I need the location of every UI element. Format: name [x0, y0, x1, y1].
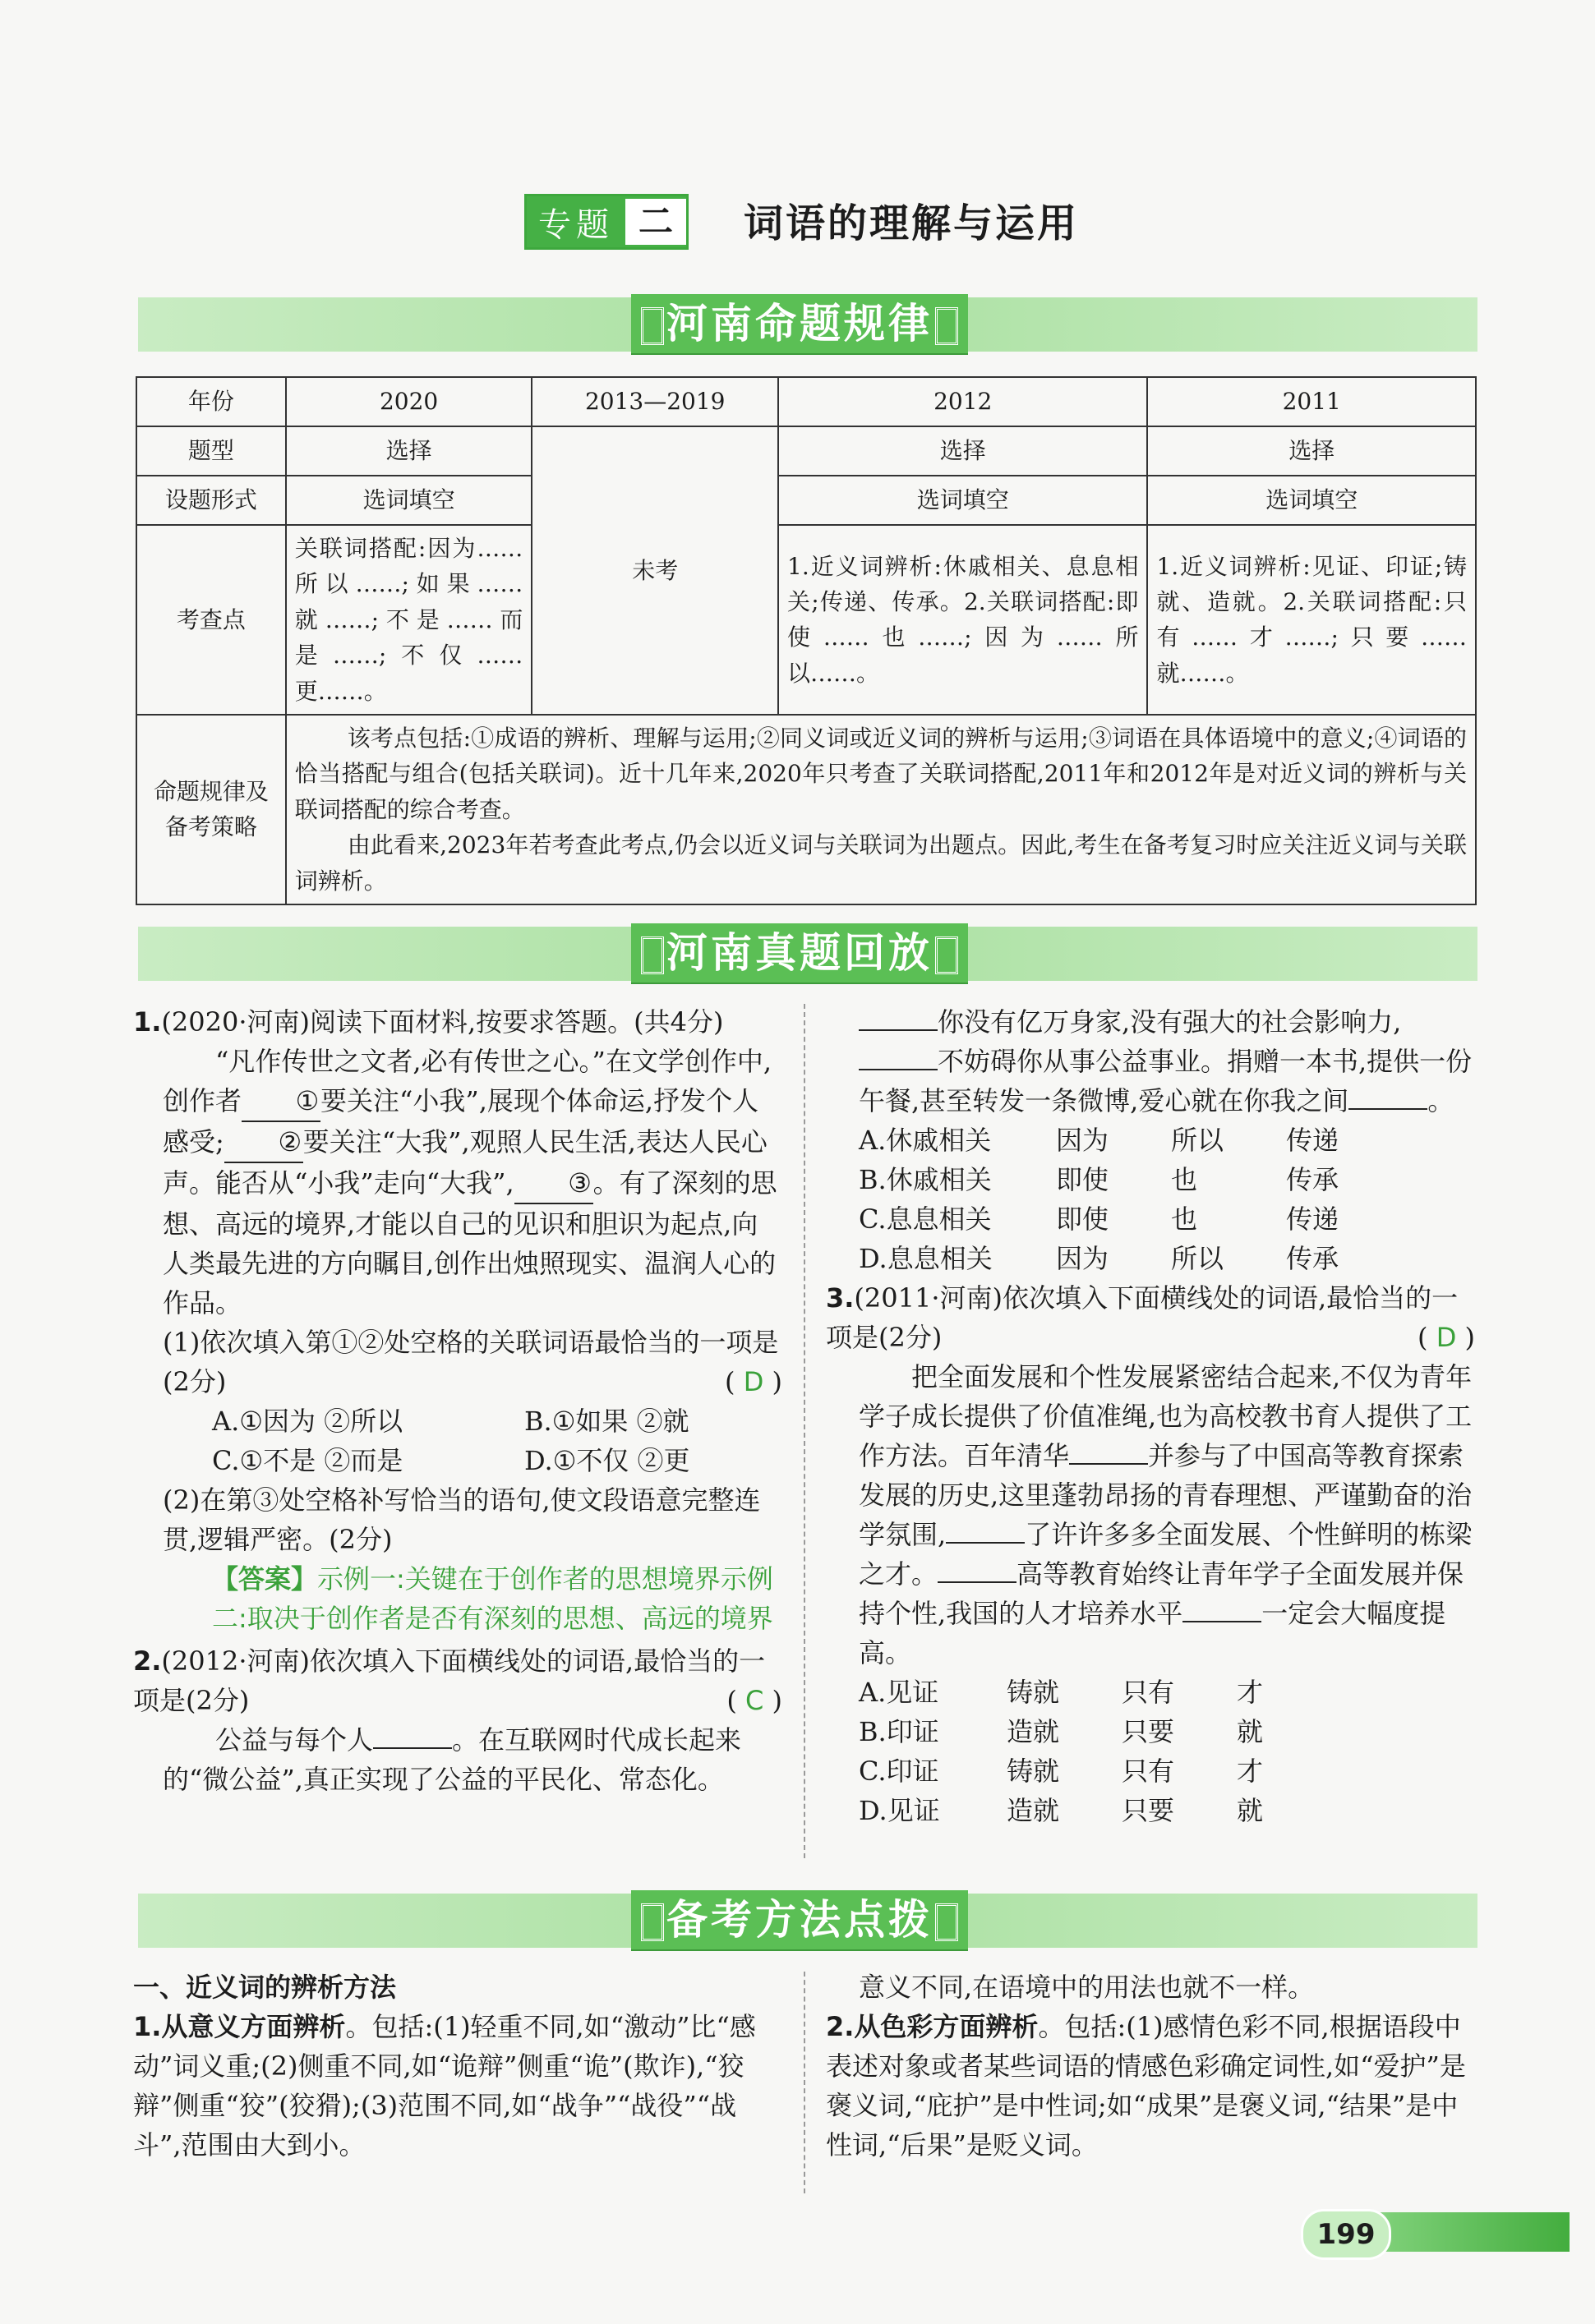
option: C.息息相关 [859, 1203, 992, 1235]
answer-letter: D [743, 1366, 764, 1397]
table-cell: 年份 [136, 377, 286, 426]
option-word: 即使 [1056, 1203, 1109, 1235]
passage-text: 不妨碍你从事公益事业。捐赠一本书,提供一份午餐,甚至转发一条微博,爱心就在你我之间 [859, 1046, 1473, 1116]
passage-text: 。有了深刻的思想、高远的境界,才能以自己的见识和胆识为起点,向人类最先进的方向瞩目,创作出烛照现实、温润人心的作品。 [163, 1167, 777, 1318]
option: D.①不仅 ②更 [524, 1445, 690, 1476]
option-word: 就 [1237, 1795, 1264, 1826]
option-word: 只有 [1122, 1677, 1175, 1708]
option: C.①不是 ②而是 [212, 1445, 403, 1476]
answer-text: 示例二:取决于创作者是否有深刻的思想、高远的境界 [212, 1563, 773, 1634]
option: A.休戚相关 [859, 1125, 992, 1156]
method-number: 2. [826, 2011, 855, 2042]
option: A.见证 [859, 1677, 939, 1708]
table-cell: 2011 [1147, 377, 1476, 426]
passage-text: 要关注“大我”,观照人民生活,表达人民心声。能否从“小我”走向“大我”, [163, 1126, 768, 1199]
option: C.印证 [859, 1756, 939, 1787]
option-word: 也 [1171, 1164, 1198, 1195]
table-cell: 选择 [286, 426, 532, 476]
banner-ornament-icon [935, 307, 958, 345]
strategy-paragraph: 该考点包括:①成语的辨析、理解与运用;②同义词或近义词的辨析与运用;③词语在具体语境中的意义;④词语的恰当搭配与组合(包括关联词)。近十几年来,2020年只考查了关联词搭配,2011年和2012年是对近义词的辨析与关联词搭配的综合考查。 [294, 724, 1467, 823]
question-head: (2012·河南)依次填入下面横线处的词语,最恰当的一项是(2分) [133, 1645, 766, 1716]
blank [1182, 1621, 1261, 1622]
method-title: 从意义方面辨析 [161, 2011, 346, 2042]
options [826, 1673, 1475, 1830]
table-cell: 2013—2019 [532, 377, 778, 426]
question-number: 2. [133, 1645, 162, 1677]
option: B.印证 [859, 1716, 939, 1747]
table-cell: 关联词搭配:因为……所以……;如果……就……;不是……而是……;不仅……更……。 [286, 525, 532, 715]
option-word: 才 [1237, 1677, 1264, 1708]
topic-label: 专题 [538, 205, 614, 244]
page-title: 词语的理解与运用 [744, 200, 1080, 246]
passage-text: 。在互联网时代成长起来的“微公益”,真正实现了公益的平民化、常态化。 [163, 1724, 742, 1795]
question-number: 3. [826, 1282, 855, 1314]
topic-badge [524, 194, 689, 250]
blank: ① [242, 1081, 320, 1122]
banner-ornament-icon [641, 1903, 664, 1941]
option-word: 就 [1237, 1716, 1264, 1747]
option-word: 铸就 [1007, 1677, 1060, 1708]
section-title-rules: 河南命题规律 [666, 300, 933, 347]
option: B.休戚相关 [859, 1164, 992, 1195]
strategy-paragraph: 由此看来,2023年若考查此考点,仍会以近义词与关联词为出题点。因此,考生在备考复习时应关注近义词与关联词辨析。 [294, 831, 1467, 895]
right-column: 你没有亿万身家,没有强大的社会影响力,不妨碍你从事公益事业。捐赠一本书,提供一份午餐,甚至转发一条微博,爱心就在你我之间 。 A.休戚相关 因为 所以 传递 B.休戚相关 即使 也 传承 C.息息相关 即使 也 传递 D.息息相关 因为 所以 传承 3.(2011·河南)依次填入下面横线处的词语,最恰当的一项是(2分) ( D ) 把全面发展和个性发展紧密结合起来,不仅为青年学子成长提供了价值准绳,也为高校教书育人提供了工作方法。百年清华 并参与了中国高等教育探索发展的历史,这里蓬勃昂扬的青春理想、严谨勤奋的治学氛围, 了许许多多全面发展、个性鲜明的栋梁之才。 高等教育始终让青年学子全面发展并保持个性,我国的人才培养水平 一定会大幅度提高。 A.见证 铸就 只有 才 B.印证 造就 只要 就 C.印证 铸就 只有 才 D.见证 造就 只要 就 [826, 1002, 1475, 1830]
method-text: 意义不同,在语境中的用法也就不一样。 [859, 1972, 1315, 2003]
left-column: 1.(2020·河南)阅读下面材料,按要求答题。(共4分) “凡作传世之文者,必有传世之心。”在文学创作中,创作者 ①要关注“小我”,展现个体命运,抒发个人感受; ②要关注“大我”,观照人民生活,表达人民心声。能否从“小我”走向“大我”, ③。有了深刻的思想、高远的境界,才能以自己的见识和胆识为起点,向人类最先进的方向瞩目,创作出烛照现实、温润人心的作品。 (1)依次填入第①②处空格的关联词语最恰当的一项是(2分) ( D ) A.①因为 ②所以 B.①如果 ②就 C.①不是 ②而是 D.①不仅 ②更 (2)在第③处空格补写恰当的语句,使文段语意完整连贯,逻辑严密。(2分) 【答案】示例一:关键在于创作者的思想境界示例二:取决于创作者是否有深刻的思想、高远的境界 2.(2012·河南)依次填入下面横线处的词语,最恰当的一项是(2分) ( C ) 公益与每个人 。在互联网时代成长起来的“微公益”,真正实现了公益的平民化、常态化。 [133, 1002, 782, 1799]
blank [1348, 1108, 1427, 1110]
option-word: 也 [1171, 1203, 1198, 1235]
option-word: 造就 [1007, 1716, 1060, 1747]
column-divider [804, 1972, 805, 2193]
option-word: 铸就 [1007, 1756, 1060, 1787]
section-banner-rules [138, 297, 1477, 352]
option-word: 造就 [1007, 1795, 1060, 1826]
passage-text: 高等教育始终让青年学子全面发展并保持个性,我国的人才培养水平 [859, 1558, 1464, 1629]
option-word: 只要 [1122, 1716, 1175, 1747]
table-cell: 1.近义词辨析:休戚相关、息息相关;传递、传承。2.关联词搭配:即使……也……;因为……所以……。 [778, 525, 1147, 715]
answer-letter: D [1436, 1322, 1457, 1353]
answer-text: 示例一:关键在于创作者的思想境界 [317, 1563, 721, 1595]
page-number: 199 [1301, 2209, 1391, 2260]
option-word: 传递 [1286, 1203, 1339, 1235]
table-cell: 选词填空 [286, 476, 532, 525]
method-number: 1. [133, 2011, 162, 2042]
method-text: 。包括:(1)感情色彩不同,根据语段中表述对象或者某些词语的情感色彩确定词性,如“爱护”是褒义词,“庇护”是中性词;如“成果”是褒义词,“结果”是中性词,“后果”是贬义词。 [826, 2011, 1466, 2161]
blank: ③ [514, 1163, 593, 1204]
option-word: 即使 [1056, 1164, 1109, 1195]
question-number: 1. [133, 1006, 162, 1038]
table-cell: 2012 [778, 377, 1147, 426]
banner-ornament-icon [641, 937, 664, 974]
passage-text: “凡作传世之文者,必有传世之心。”在文学创作中,创作者 [163, 1046, 772, 1116]
table-cell: 选择 [778, 426, 1147, 476]
section-banner-past-exams [138, 927, 1477, 981]
table-cell: 命题规律及备考策略 [136, 715, 286, 904]
option: B.①如果 ②就 [524, 1406, 689, 1437]
table-cell: 选择 [1147, 426, 1476, 476]
method-right-column [826, 1967, 1475, 2165]
option-word: 只有 [1122, 1756, 1175, 1787]
option-word: 传递 [1286, 1125, 1339, 1156]
passage-text: 你没有亿万身家,没有强大的社会影响力, [938, 1006, 1402, 1038]
options [133, 1401, 782, 1480]
blank [946, 1542, 1025, 1544]
section-title-past-exams: 河南真题回放 [666, 929, 933, 977]
table-cell [286, 715, 1476, 904]
table-cell: 1.近义词辨析:见证、印证;铸就、造就。2.关联词搭配:只有……才……;只要……就……。 [1147, 525, 1476, 715]
blank [1069, 1463, 1148, 1465]
passage-text: 要关注“小我”,展现个体命运,抒发个人感受; [163, 1085, 759, 1157]
option-word: 只要 [1122, 1795, 1175, 1826]
table-cell: 2020 [286, 377, 532, 426]
blank [859, 1069, 938, 1070]
option: D.息息相关 [859, 1243, 993, 1274]
passage-text: 公益与每个人 [215, 1724, 374, 1756]
option: A.①因为 ②所以 [212, 1406, 403, 1437]
passage-text: 了许许多多全面发展、个性鲜明的栋梁之才。 [859, 1519, 1473, 1590]
passage-text: 并参与了中国高等教育探索发展的历史,这里蓬勃昂扬的青春理想、严谨勤奋的治学氛围, [859, 1440, 1473, 1550]
banner-ornament-icon [641, 307, 664, 345]
method-left-column [133, 1967, 782, 2165]
option: D.见证 [859, 1795, 940, 1826]
passage-text: 。 [1427, 1085, 1454, 1116]
method-heading: 一、近义词的辨析方法 [133, 1972, 397, 2003]
table-cell: 题型 [136, 426, 286, 476]
options [826, 1121, 1475, 1278]
answer-letter: C [745, 1685, 764, 1716]
answer-tag: 【答案】 [212, 1563, 318, 1595]
table-cell: 考查点 [136, 525, 286, 715]
option-word: 所以 [1171, 1243, 1224, 1274]
blank [859, 1029, 938, 1031]
passage-text: 把全面发展和个性发展紧密结合起来,不仅为青年学子成长提供了价值准绳,也为高校教书育人提供了工作方法。百年清华 [859, 1361, 1473, 1471]
section-banner-methods [138, 1894, 1477, 1948]
passage-text: 一定会大幅度提高。 [859, 1598, 1446, 1668]
option-word: 才 [1237, 1756, 1264, 1787]
method-text: 。包括:(1)轻重不同,如“激动”比“感动”词义重;(2)侧重不同,如“诡辩”侧重“诡”(欺诈),“狡辩”侧重“狡”(狡猾);(3)范围不同,如“战争”“战役”“战斗”,范围由大到小。 [133, 2011, 756, 2161]
table-cell: 设题形式 [136, 476, 286, 525]
topic-number: 二 [625, 199, 686, 245]
sub-question: (1)依次填入第①②处空格的关联词语最恰当的一项是(2分) [163, 1327, 779, 1397]
column-divider [804, 1004, 805, 1858]
option-word: 传承 [1286, 1243, 1339, 1274]
option-word: 所以 [1171, 1125, 1224, 1156]
exam-rules-table [136, 376, 1477, 905]
table-cell: 选词填空 [1147, 476, 1476, 525]
table-cell: 未考 [532, 426, 778, 715]
section-title-methods: 备考方法点拨 [666, 1896, 933, 1944]
option-word: 传承 [1286, 1164, 1339, 1195]
blank [373, 1747, 452, 1749]
banner-ornament-icon [935, 1903, 958, 1941]
blank [938, 1581, 1016, 1583]
option-word: 因为 [1056, 1243, 1109, 1274]
question-head: (2011·河南)依次填入下面横线处的词语,最恰当的一项是(2分) [826, 1282, 1459, 1353]
option-word: 因为 [1056, 1125, 1109, 1156]
question-head: (2020·河南)阅读下面材料,按要求答题。(共4分) [161, 1006, 724, 1038]
sub-question: (2)在第③处空格补写恰当的语句,使文段语意完整连贯,逻辑严密。(2分) [163, 1484, 761, 1555]
blank: ② [224, 1122, 303, 1163]
method-title: 从色彩方面辨析 [854, 2011, 1039, 2042]
table-cell: 选词填空 [778, 476, 1147, 525]
banner-ornament-icon [935, 937, 958, 974]
